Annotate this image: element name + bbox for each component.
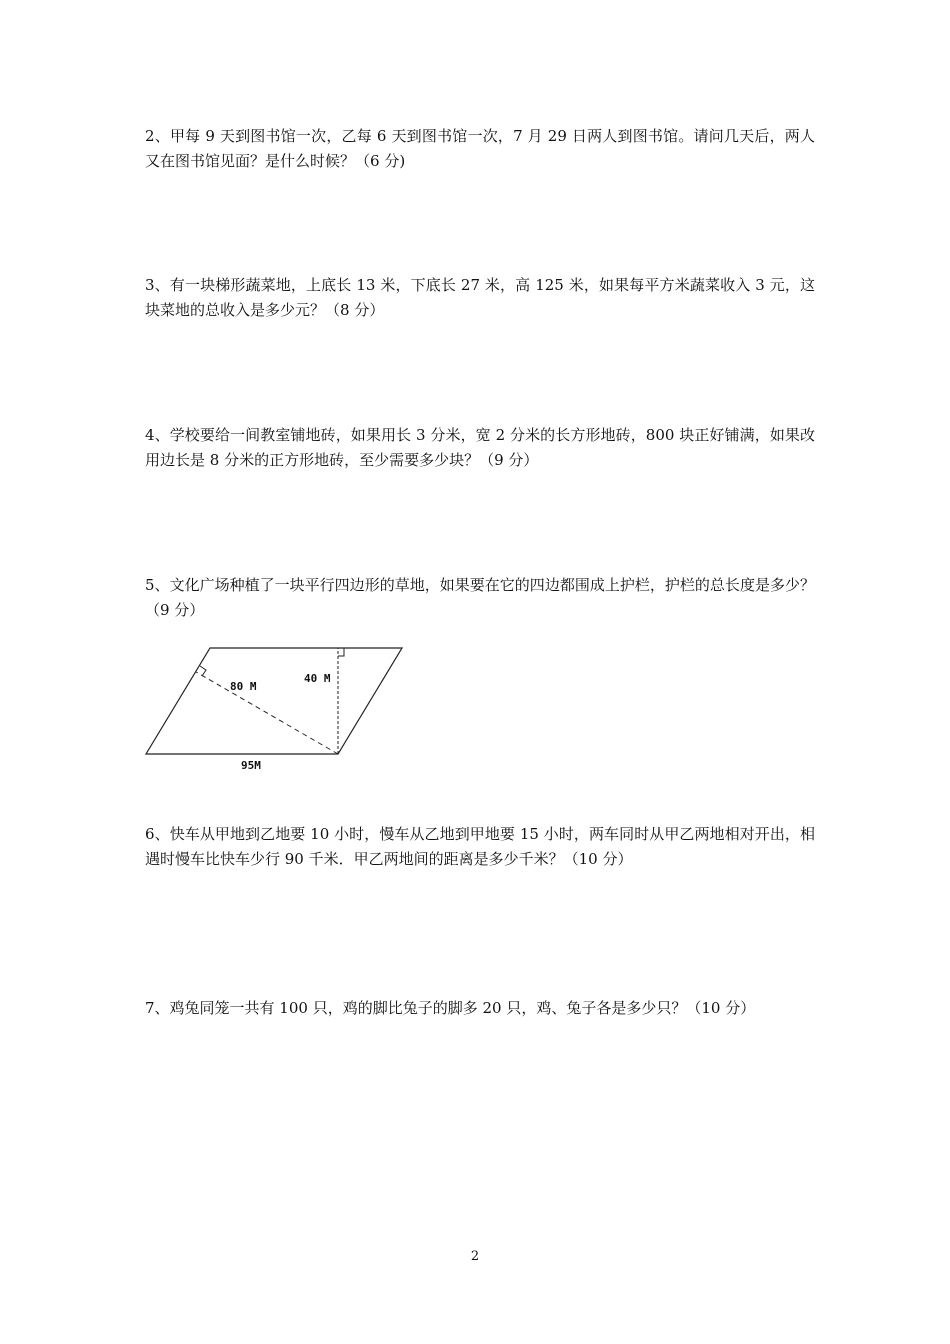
parallelogram-outline — [146, 648, 402, 754]
question-3: 3、有一块梯形蔬菜地，上底长 13 米，下底长 27 米，高 125 米，如果每平方米蔬菜收入 3 元，这块菜地的总收入是多少元？（8 分） — [145, 276, 815, 319]
page-number: 2 — [470, 1249, 480, 1264]
question-5: 5、文化广场种植了一块平行四边形的草地，如果要在它的四边都围成上护栏，护栏的总长度是多少？（9 分） — [145, 576, 815, 619]
question-4: 4、学校要给一间教室铺地砖，如果用长 3 分米，宽 2 分米的长方形地砖，800 块正好铺满，如果改用边长是 8 分米的正方形地砖，至少需要多少块？（9 分） — [145, 426, 815, 469]
question-6: 6、快车从甲地到乙地要 10 小时，慢车从乙地到甲地要 15 小时，两车同时从甲乙两地相对开出，相遇时慢车比快车少行 90 千米．甲乙两地间的距离是多少千米？（10 分） — [145, 825, 815, 868]
question-2: 2、甲每 9 天到图书馆一次，乙每 6 天到图书馆一次，7 月 29 日两人到图书馆。请问几天后，两人又在图书馆见面？是什么时候？（6 分) — [145, 127, 815, 170]
label-vertical-height: 40 M — [304, 672, 331, 685]
parallelogram-figure — [140, 640, 410, 775]
right-angle-marker-top — [338, 648, 344, 656]
label-base: 95M — [241, 759, 261, 772]
question-7: 7、鸡兔同笼一共有 100 只，鸡的脚比兔子的脚多 20 只，鸡、兔子各是多少只？（10 分） — [145, 999, 756, 1017]
right-angle-marker-left — [200, 666, 206, 676]
label-diagonal-height: 80 M — [230, 680, 257, 693]
